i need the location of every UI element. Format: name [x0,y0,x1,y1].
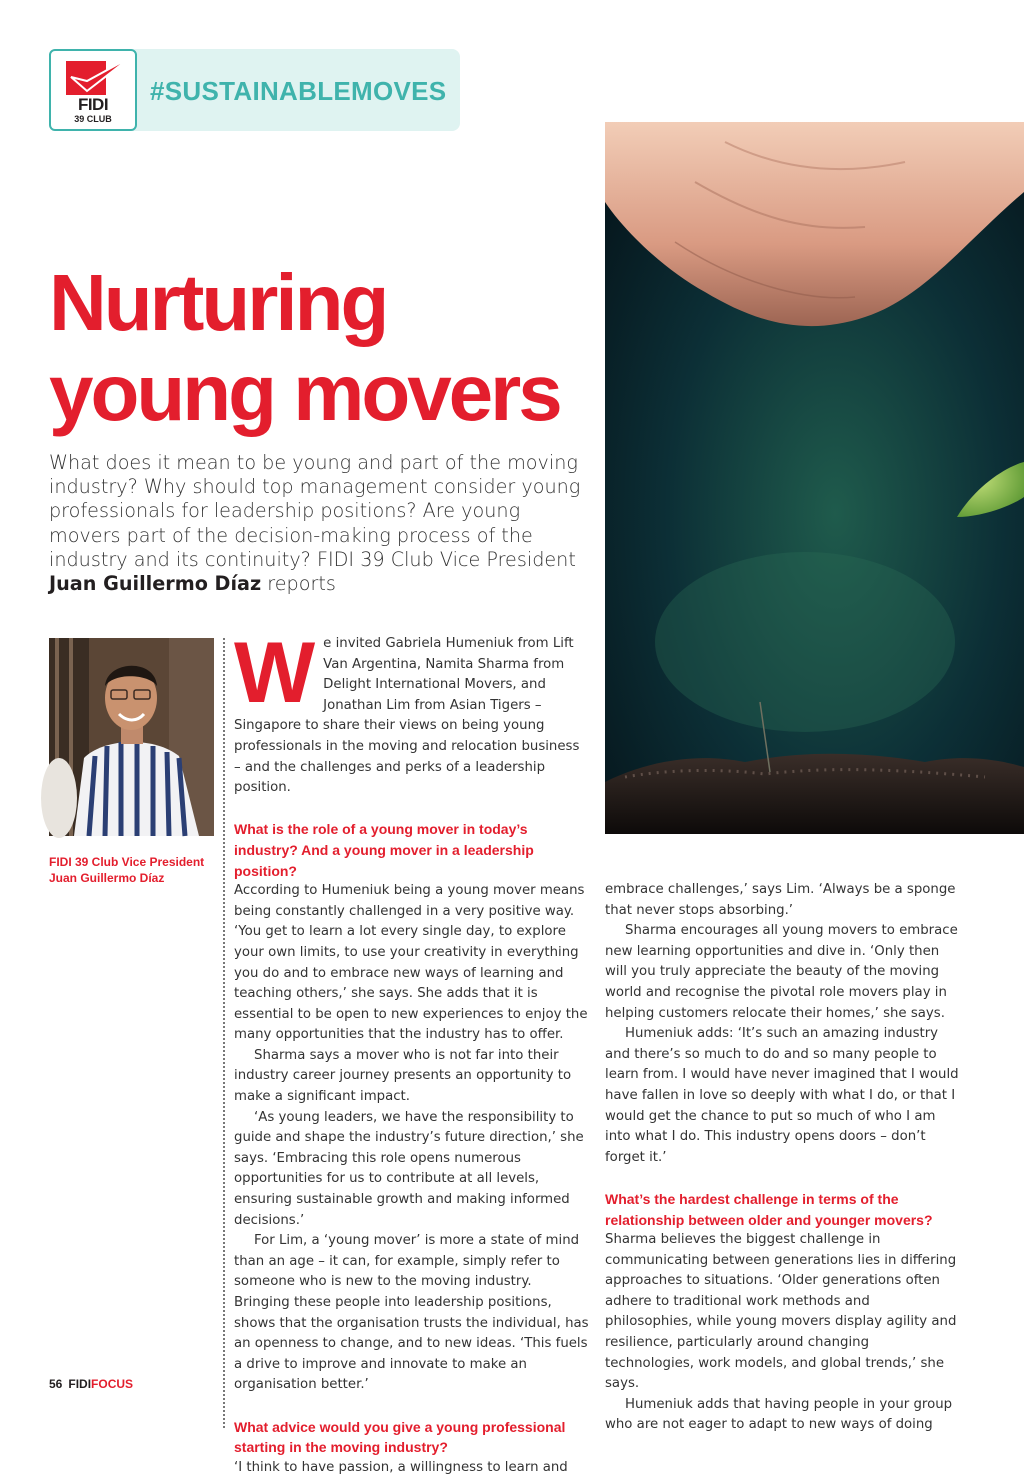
standfirst-end: reports [261,572,336,596]
body-paragraph: ‘As young leaders, we have the responsibility to guide and shape the industry’s future direction,’ she says. ‘Embracing this role opens numerous opportunities for us to contribute at all levels, ensuring sustainable growth and making informed decisions.’ [234,1109,584,1228]
page-number: 56 [49,1377,63,1391]
section-hashtag: #SUSTAINABLEMOVES [150,76,447,106]
drop-cap: W [234,625,316,721]
intro-paragraph: e invited Gabriela Humeniuk from Lift Van Argentina, Namita Sharma from Delight International Movers, and Jonathan Lim from Asian Tigers – Singapore to share their views on being young professionals in the moving and relocation business – and the challenges and perks of a leadership position. [234,636,580,796]
title-line-1: Nurturing [49,258,387,347]
standfirst-text: What does it mean to be young and part of the moving industry? Why should top management consider young professionals for leadership positions? Are young movers part of the decision-making process of the industry and its continuity? FIDI 39 Club Vice President [49,451,581,571]
body-paragraph: embrace challenges,’ says Lim. ‘Always be a sponge that never stops absorbing.’ [605,882,956,918]
portrait-caption [49,854,219,886]
body-column-2 [605,880,961,1436]
body-paragraph: Sharma says a mover who is not far into their industry career journey presents an opportunity to make a significant impact. [234,1047,572,1105]
body-paragraph: Humeniuk adds: ‘It’s such an amazing industry and there’s so much to do and so many people to learn from. I would have never imagined that I would have fallen in love so deeply with what I do, or that I would get the chance to put so much of who I am into what I do. This industry opens doors – don’t forget it.’ [605,1026,959,1165]
article-title [49,258,609,438]
author-portrait [49,638,214,836]
body-paragraph: Sharma believes the biggest challenge in communicating between generations lies in differing approaches to situations. ‘Older generations often adhere to traditional work methods and philosophies, while young movers display agility and resilience, particularly around changing technologies, work models, and global trends,’ she says. [605,1232,957,1392]
title-line-2: young movers [49,348,560,437]
column-divider [223,638,225,1428]
body-paragraph: For Lim, a ‘young mover’ is more a state of mind than an age – it can, for example, simply refer to someone who is new to the moving industry. Bringing these people into leadership positions, shows that the organisation trusts the individual, has an openness to change, and to new ideas. ‘This fuels a drive to improve and innovate to make an organisation better.’ [234,1233,589,1393]
fidi-39-club-logo [49,49,137,131]
page-footer [49,1377,133,1391]
subheading-2: What advice would you give a young professional starting in the moving industry? [234,1418,566,1456]
body-paragraph: Sharma encourages all young movers to embrace new learning opportunities and dive in. ‘Only then will you truly appreciate the beauty of the moving world and recognise the pivotal role movers play in helping customers relocate their homes,’ she says. [605,923,958,1021]
caption-line-2: Juan Guillermo Díaz [49,871,165,885]
logo-text: FIDI [77,95,109,114]
standfirst [49,451,594,596]
magazine-name-focus: FOCUS [91,1377,134,1391]
body-paragraph: ‘I think to have passion, a willingness to learn and [234,1459,568,1475]
checkmark-icon [57,55,133,99]
body-paragraph: Humeniuk adds that having people in your group who are not eager to adapt to new ways of doing [605,1396,953,1433]
hero-image [605,122,1024,834]
body-column-1 [234,625,590,1478]
body-paragraph: According to Humeniuk being a young mover means being constantly challenged in a very positive way. ‘You get to learn a lot every single day, to explore your own limits, to use your creativity in everything you do and to embrace new ways of learning and teaching others,’ she says. She adds that it is essential to be open to new experiences to enjoy the many opportunities that the industry has to offer. [234,883,588,1043]
subheading-1: What is the role of a young mover in today’s industry? And a young mover in a leadership position? [234,821,534,879]
logo-subtext: 39 CLUB [74,114,112,124]
caption-line-1: FIDI 39 Club Vice President [49,855,205,869]
magazine-name-fidi: FIDI [68,1377,92,1391]
subheading-3: What’s the hardest challenge in terms of the relationship between older and younger movers? [605,1190,933,1228]
standfirst-author: Juan Guillermo Díaz [49,572,262,596]
